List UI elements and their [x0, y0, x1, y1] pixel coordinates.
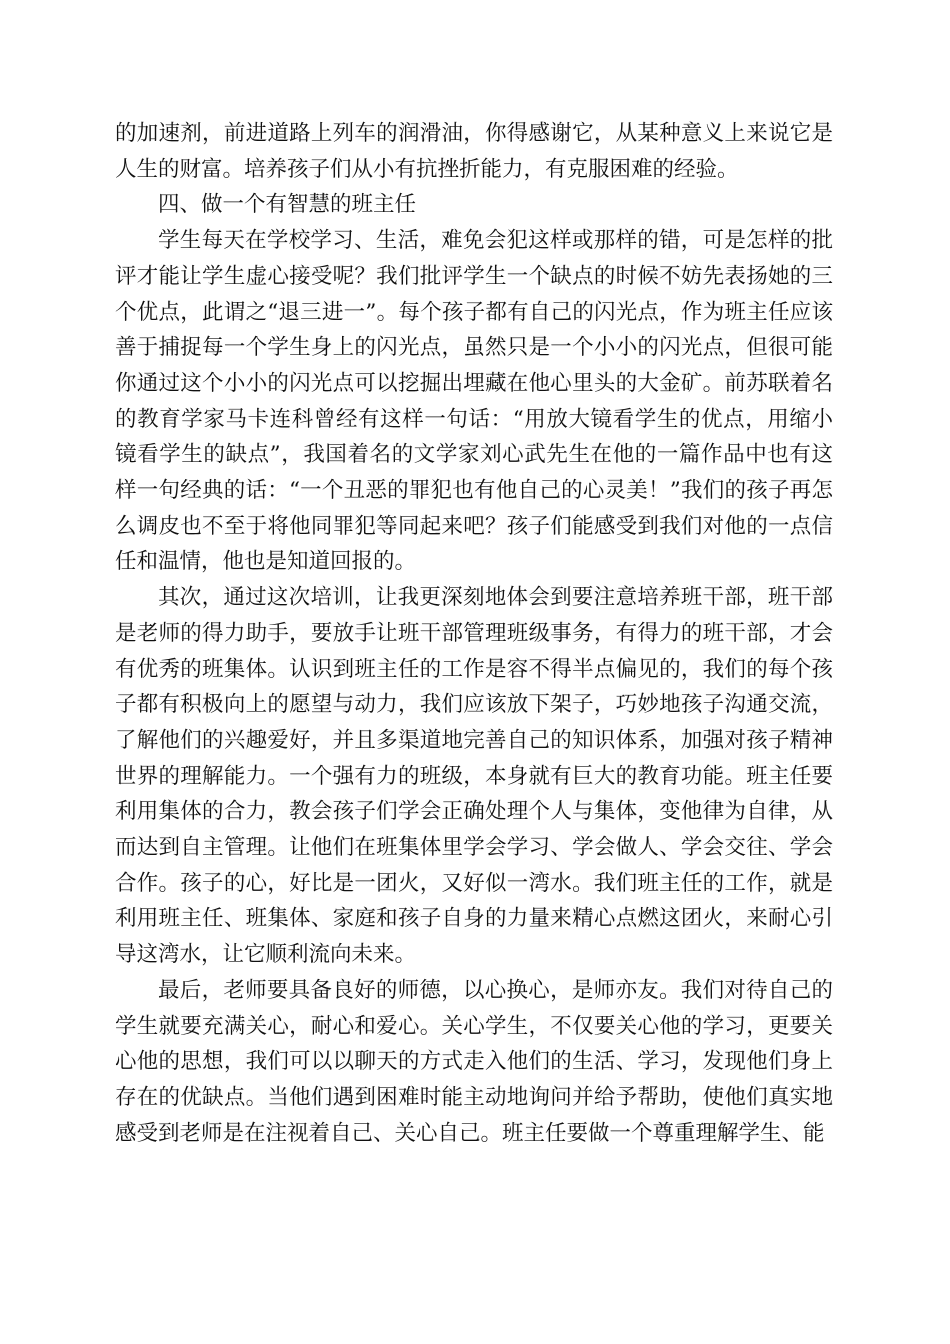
paragraph-teacher-ethics: 最后，老师要具备良好的师德，以心换心，是师亦友。我们对待自己的学生就要充满关心，耐心和爱心。关心学生，不仅要关心他的学习，更要关心他的思想，我们可以以聊天的方式走入他们的生活、学习，发现他们身上存在的优缺点。当他们遇到困难时能主动地询问并给予帮助，使他们真实地感受到老师是在注视着自己、关心自己。班主任要做一个尊重理解学生、能 — [115, 977, 833, 1146]
paragraph-criticism: 学生每天在学校学习、生活，难免会犯这样或那样的错，可是怎样的批评才能让学生虚心接受呢？我们批评学生一个缺点的时候不妨先表扬她的三个优点，此谓之“退三进一”。每个孩子都有自己的闪光点，作为班主任应该善于捕捉每一个学生身上的闪光点，虽然只是一个小小的闪光点，但很可能你通过这个小小的闪光点可以挖掘出埋藏在他心里头的大金矿。前苏联着名的教育学家马卡连科曾经有这样一句话：“用放大镜看学生的优点，用缩小镜看学生的缺点”，我国着名的文学家刘心武先生在他的一篇作品中也有这样一句经典的话：“一个丑恶的罪犯也有他自己的心灵美！”我们的孩子再怎么调皮也不至于将他同罪犯等同起来吧？孩子们能感受到我们对他的一点信任和温情，他也是知道回报的。 — [115, 228, 833, 575]
paragraph-class-cadres: 其次，通过这次培训，让我更深刻地体会到要注意培养班干部，班干部是老师的得力助手，要放手让班干部管理班级事务，有得力的班干部，才会有优秀的班集体。认识到班主任的工作是容不得半点偏见的，我们的每个孩子都有积极向上的愿望与动力，我们应该放下架子，巧妙地孩子沟通交流，了解他们的兴趣爱好，并且多渠道地完善自己的知识体系，加强对孩子精神世界的理解能力。一个强有力的班级，本身就有巨大的教育功能。班主任要利用集体的合力，教会孩子们学会正确处理个人与集体，变他律为自律，从而达到自主管理。让他们在班集体里学会学习、学会做人、学会交往、学会合作。孩子的心，好比是一团火，又好似一湾水。我们班主任的工作，就是利用班主任、班集体、家庭和孩子自身的力量来精心点燃这团火，来耐心引导这湾水，让它顺利流向未来。 — [115, 585, 833, 968]
paragraph-continued: 的加速剂，前进道路上列车的润滑油，你得感谢它，从某种意义上来说它是人生的财富。培养孩子们从小有抗挫折能力，有克服困难的经验。 — [115, 121, 833, 182]
section-heading: 四、做一个有智慧的班主任 — [158, 192, 417, 218]
document-body — [115, 116, 833, 1151]
